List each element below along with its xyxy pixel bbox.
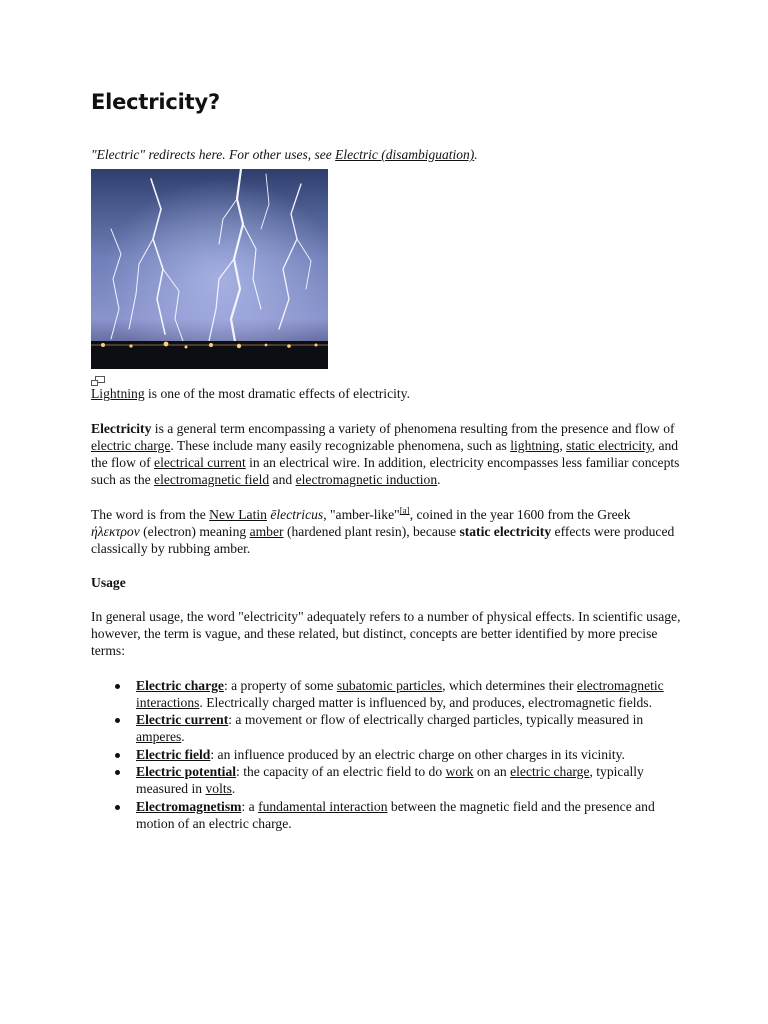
amperes-link[interactable]: amperes [136, 729, 182, 745]
image-caption: Lightning is one of the most dramatic effects of electricity. [91, 386, 410, 402]
static-electricity-link[interactable]: static electricity [566, 437, 652, 453]
electromagnetic-field-link[interactable]: electromagnetic field [154, 472, 270, 488]
list-item: Electric current: a movement or flow of electrically charged particles, typically measured in amperes. [136, 711, 681, 746]
electric-charge-link-2[interactable]: electric charge [510, 764, 590, 780]
disambiguation-link[interactable]: Electric (disambiguation) [335, 147, 475, 162]
terms-list [91, 677, 681, 833]
hatnote: "Electric" redirects here. For other uses, see Electric (disambiguation). [91, 147, 478, 162]
usage-paragraph: In general usage, the word "electricity" adequately refers to a number of physical effects. In scientific usage, however, the term is vague, and these related, but distinct, concepts are better identified by more precise terms: [91, 608, 681, 659]
fundamental-interaction-link[interactable]: fundamental interaction [258, 798, 388, 814]
electromagnetic-interactions-link[interactable]: electromagnetic interactions [136, 677, 664, 710]
enlarge-icon[interactable] [91, 373, 105, 383]
work-link[interactable]: work [445, 764, 474, 780]
electric-charge-link[interactable]: electric charge [91, 437, 171, 453]
lightning-link-2[interactable]: lightning [510, 437, 560, 453]
electric-current-term-link[interactable]: Electric current [136, 712, 229, 728]
electromagnetic-induction-link[interactable]: electromagnetic induction [295, 472, 438, 488]
lightning-link[interactable]: Lightning [91, 386, 145, 402]
footnote-a-link[interactable]: [a] [399, 505, 410, 516]
subatomic-particles-link[interactable]: subatomic particles [336, 677, 443, 693]
electric-potential-term-link[interactable]: Electric potential [136, 764, 237, 780]
amber-link[interactable]: amber [249, 524, 284, 540]
intro-paragraph: Electricity is a general term encompassing a variety of phenomena resulting from the presence and flow of electric charge. These include many easily recognizable phenomena, such as lightning, static electricity, and the flow of electrical current in an electrical wire. In addition, electricity encompasses less familiar concepts such as the electromagnetic field and electromagnetic induction. [91, 420, 680, 488]
electromagnetism-term-link[interactable]: Electromagnetism [136, 798, 242, 814]
list-item: Electric charge: a property of some subatomic particles, which determines their electromagnetic interactions. Electrically charged matter is influenced by, and produces, electromagnetic fields. [136, 677, 681, 712]
electrical-current-link[interactable]: electrical current [154, 455, 246, 471]
etymology-paragraph: The word is from the New Latin ēlectricus, "amber-like"[a], coined in the year 1600 from the Greek ήλεκτρον (electron) meaning amber (hardened plant resin), because static electricity effects were produced classically by rubbing amber. [91, 505, 675, 557]
list-item: Electromagnetism: a fundamental interaction between the magnetic field and the presence and motion of an electric charge. [136, 798, 681, 833]
electric-charge-term-link[interactable]: Electric charge [136, 677, 224, 693]
electric-field-term-link[interactable]: Electric field [136, 746, 211, 762]
list-item: Electric field: an influence produced by an electric charge on other charges in its vicinity. [136, 746, 681, 763]
article [91, 90, 681, 832]
new-latin-link[interactable]: New Latin [209, 506, 267, 522]
usage-heading: Usage [91, 574, 126, 590]
volts-link[interactable]: volts [205, 781, 232, 797]
page-title: Electricity? [91, 90, 220, 114]
lightning-image[interactable] [91, 169, 328, 369]
list-item: Electric potential: the capacity of an electric field to do work on an electric charge, typically measured in volts. [136, 763, 681, 798]
